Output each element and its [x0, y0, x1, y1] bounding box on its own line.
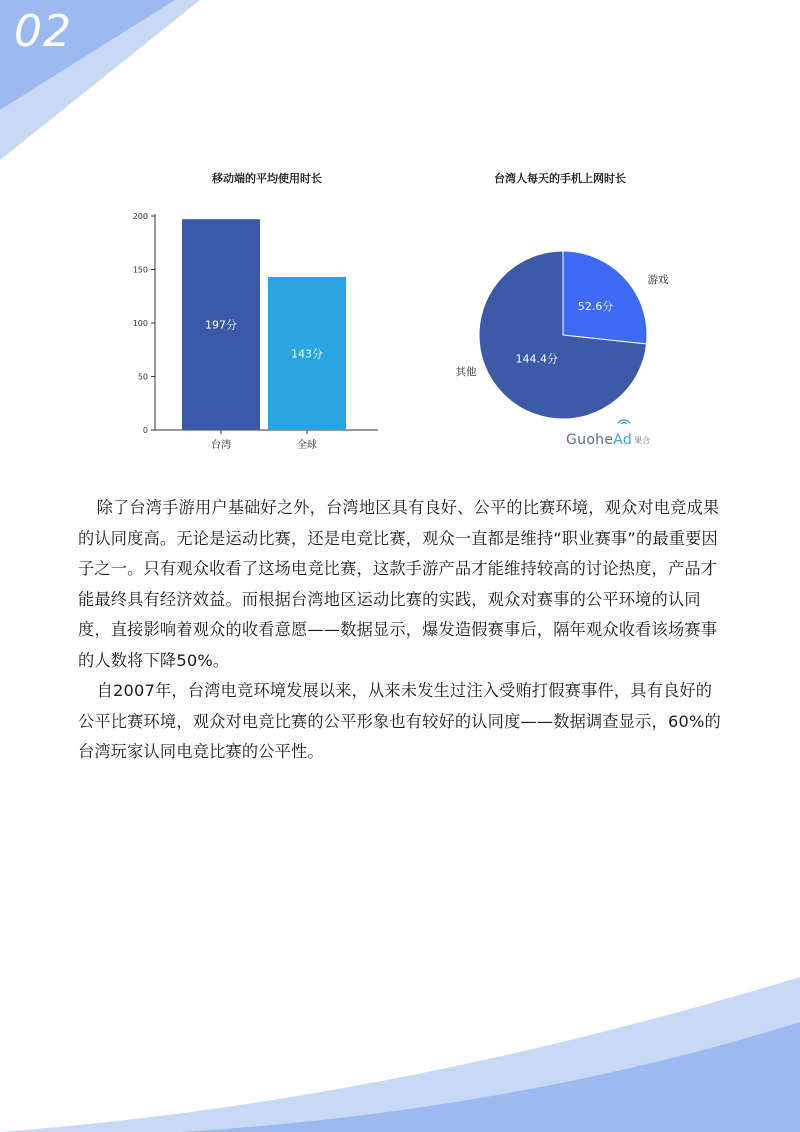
logo-text: GuoheAd — [566, 432, 633, 448]
guohead-logo — [566, 420, 650, 448]
corner-decoration-bottom — [0, 952, 800, 1132]
y-tick-label: 0 — [142, 426, 148, 435]
pie-data-label: 52.6分 — [577, 299, 614, 313]
pie-chart — [440, 200, 690, 460]
bar-data-label: 197分 — [205, 318, 237, 332]
pie-data-label: 144.4分 — [515, 352, 559, 366]
y-tick-label: 200 — [132, 212, 148, 221]
bar-chart — [120, 200, 390, 470]
y-tick-label: 100 — [132, 319, 148, 328]
wifi-signal-icon — [616, 416, 632, 426]
pie-chart-title: 台湾人每天的手机上网时长 — [494, 172, 626, 185]
pie-slice-label: 游戏 — [647, 274, 669, 286]
body-text — [78, 493, 722, 768]
pie-slice-games — [563, 251, 647, 344]
page-number: 02 — [14, 6, 72, 57]
pie-slice-label: 其他 — [455, 366, 477, 378]
bar-data-label: 143分 — [291, 347, 323, 361]
paragraph: 除了台湾手游用户基础好之外，台湾地区具有良好、公平的比赛环境，观众对电竞成果的认同度高。无论是运动比赛，还是电竞比赛，观众一直都是维持“职业赛事”的最重要因子之一。只有观众收看了这场电竞比赛，这款手游产品才能维持较高的讨论热度，产品才能最终具有经济效益。而根据台湾地区运动比赛的实践，观众对赛事的公平环境的认同度，直接影响着观众的收看意愿——数据显示，爆发造假赛事后，隔年观众收看该场赛事的人数将下降50%。 — [78, 498, 720, 670]
y-tick-label: 150 — [132, 265, 148, 275]
x-tick-label: 全球 — [297, 440, 317, 451]
bar-chart-title: 移动端的平均使用时长 — [212, 172, 322, 185]
y-tick-label: 50 — [137, 372, 148, 382]
logo-chinese-text: 果合 — [634, 436, 651, 445]
x-tick-label: 台湾 — [211, 440, 231, 451]
paragraph: 自2007年，台湾电竞环境发展以来，从来未发生过注入受贿打假赛事件，具有良好的公平比赛环境，观众对电竞比赛的公平形象也有较好的认同度——数据调查显示，60%的台湾玩家认同电竞比赛的公平性。 — [78, 681, 721, 761]
